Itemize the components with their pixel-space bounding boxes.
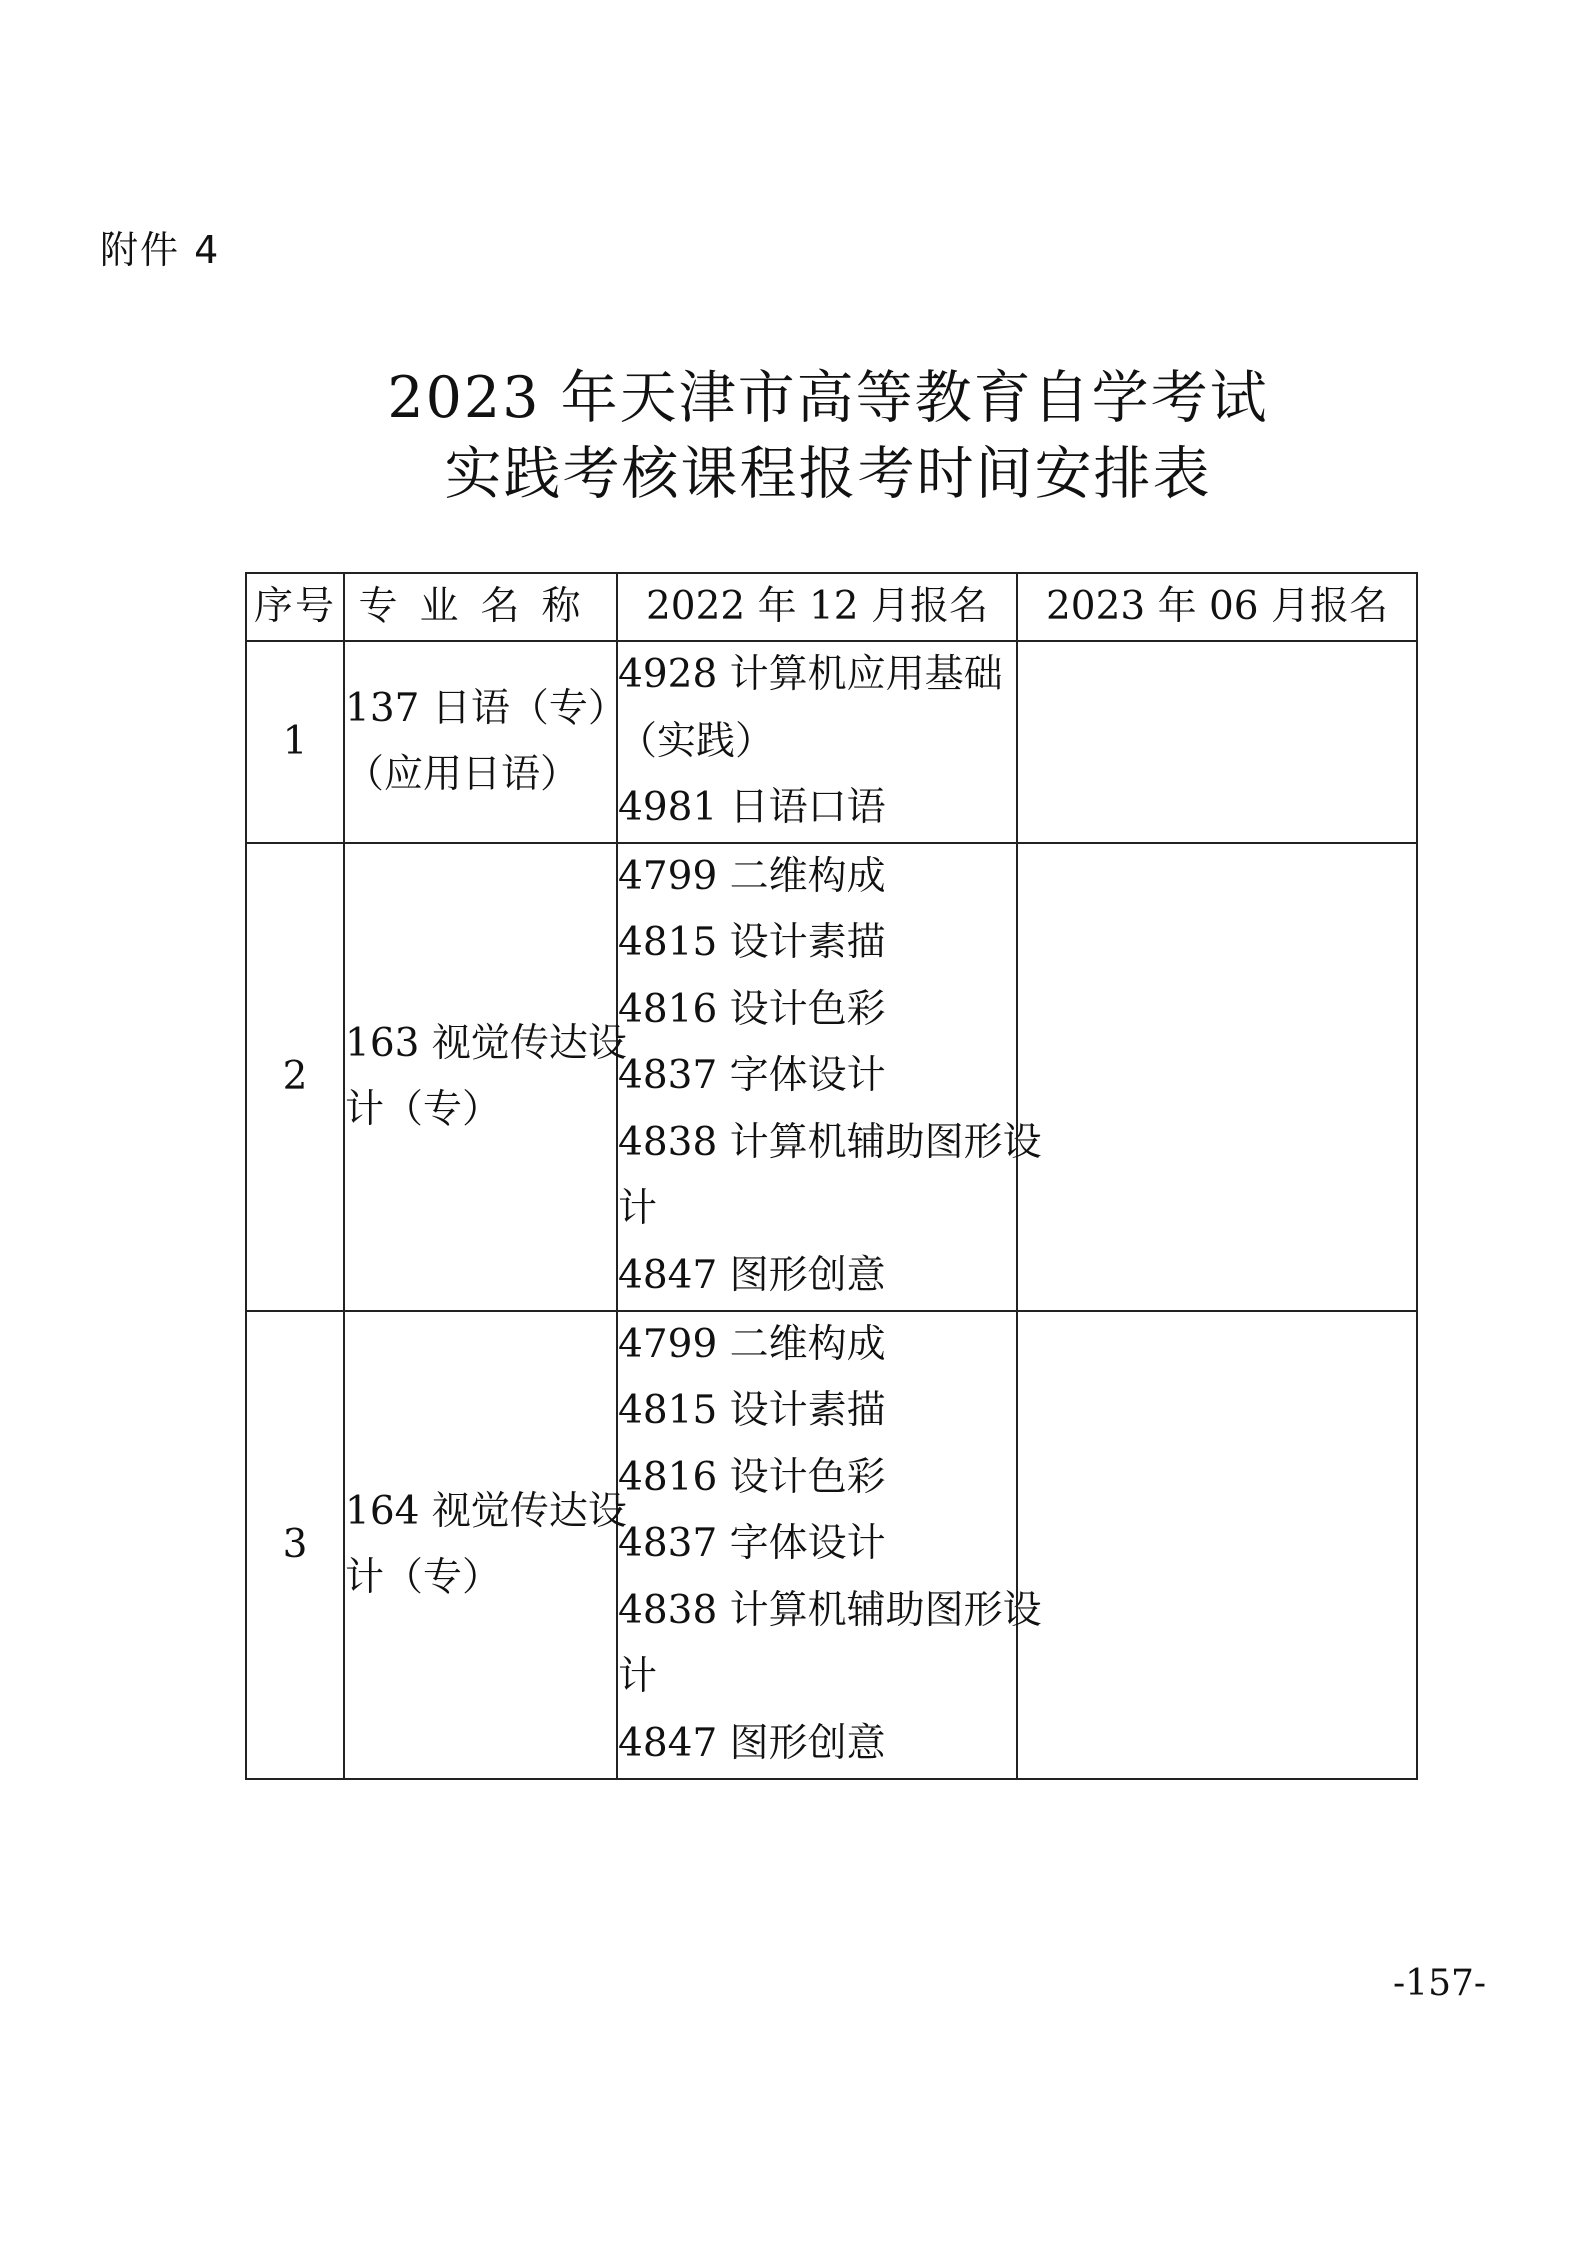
major-line: 164 视觉传达设 xyxy=(345,1488,627,1534)
course-line: 4815 设计素描 xyxy=(618,920,886,965)
row-major xyxy=(344,843,627,1311)
course-line: 4928 计算机应用基础 xyxy=(618,652,1003,697)
course-line: 4837 字体设计 xyxy=(618,1521,886,1566)
course-line: 计 xyxy=(618,1186,658,1231)
page-number: -157- xyxy=(1393,1963,1487,2004)
course-line: 4837 字体设计 xyxy=(618,1053,886,1098)
row-seq: 1 xyxy=(246,641,344,843)
row-dec-2022-courses xyxy=(617,1311,1042,1779)
course-line: 4838 计算机辅助图形设 xyxy=(618,1119,1042,1165)
course-line: 4838 计算机辅助图形设 xyxy=(618,1587,1042,1633)
row-major xyxy=(344,641,627,843)
row-jun-2023-courses xyxy=(1017,843,1417,1311)
course-line: （实践） xyxy=(618,718,775,764)
course-line: 4799 二维构成 xyxy=(618,853,886,899)
row-seq: 3 xyxy=(246,1311,344,1779)
major-line: 137 日语（专） xyxy=(345,685,627,731)
document-title-line-2: 实践考核课程报考时间安排表 xyxy=(444,441,1212,507)
table-row xyxy=(246,1311,1417,1779)
course-line: 4816 设计色彩 xyxy=(618,986,886,1032)
row-dec-2022-courses xyxy=(617,641,1017,843)
course-line: 4799 二维构成 xyxy=(618,1321,886,1367)
major-line: （应用日语） xyxy=(345,751,580,797)
schedule-table xyxy=(245,572,1418,1780)
course-line: 4847 图形创意 xyxy=(618,1252,886,1298)
table-row xyxy=(246,641,1417,843)
document-title-line-1: 2023 年天津市高等教育自学考试 xyxy=(387,365,1269,431)
course-line: 4981 日语口语 xyxy=(618,785,886,830)
table-header-row xyxy=(246,573,1417,641)
row-jun-2023-courses xyxy=(1017,641,1417,843)
header-major-name: 专业名称 xyxy=(344,573,617,641)
row-jun-2023-courses xyxy=(1017,1311,1417,1779)
course-line: 4815 设计素描 xyxy=(618,1388,886,1433)
row-seq: 2 xyxy=(246,843,344,1311)
course-line: 4847 图形创意 xyxy=(618,1720,886,1766)
header-jun-2023-registration: 2023 年 06 月报名 xyxy=(1017,573,1417,641)
major-line: 计（专） xyxy=(345,1554,502,1600)
major-line: 计（专） xyxy=(345,1086,502,1132)
attachment-label: 附件 4 xyxy=(100,228,221,272)
header-dec-2022-registration: 2022 年 12 月报名 xyxy=(617,573,1017,641)
header-seq: 序号 xyxy=(246,573,344,641)
course-line: 计 xyxy=(618,1654,658,1699)
table-row xyxy=(246,843,1417,1311)
major-line: 163 视觉传达设 xyxy=(345,1020,627,1066)
row-dec-2022-courses xyxy=(617,843,1042,1311)
course-line: 4816 设计色彩 xyxy=(618,1454,886,1500)
row-major xyxy=(344,1311,627,1779)
